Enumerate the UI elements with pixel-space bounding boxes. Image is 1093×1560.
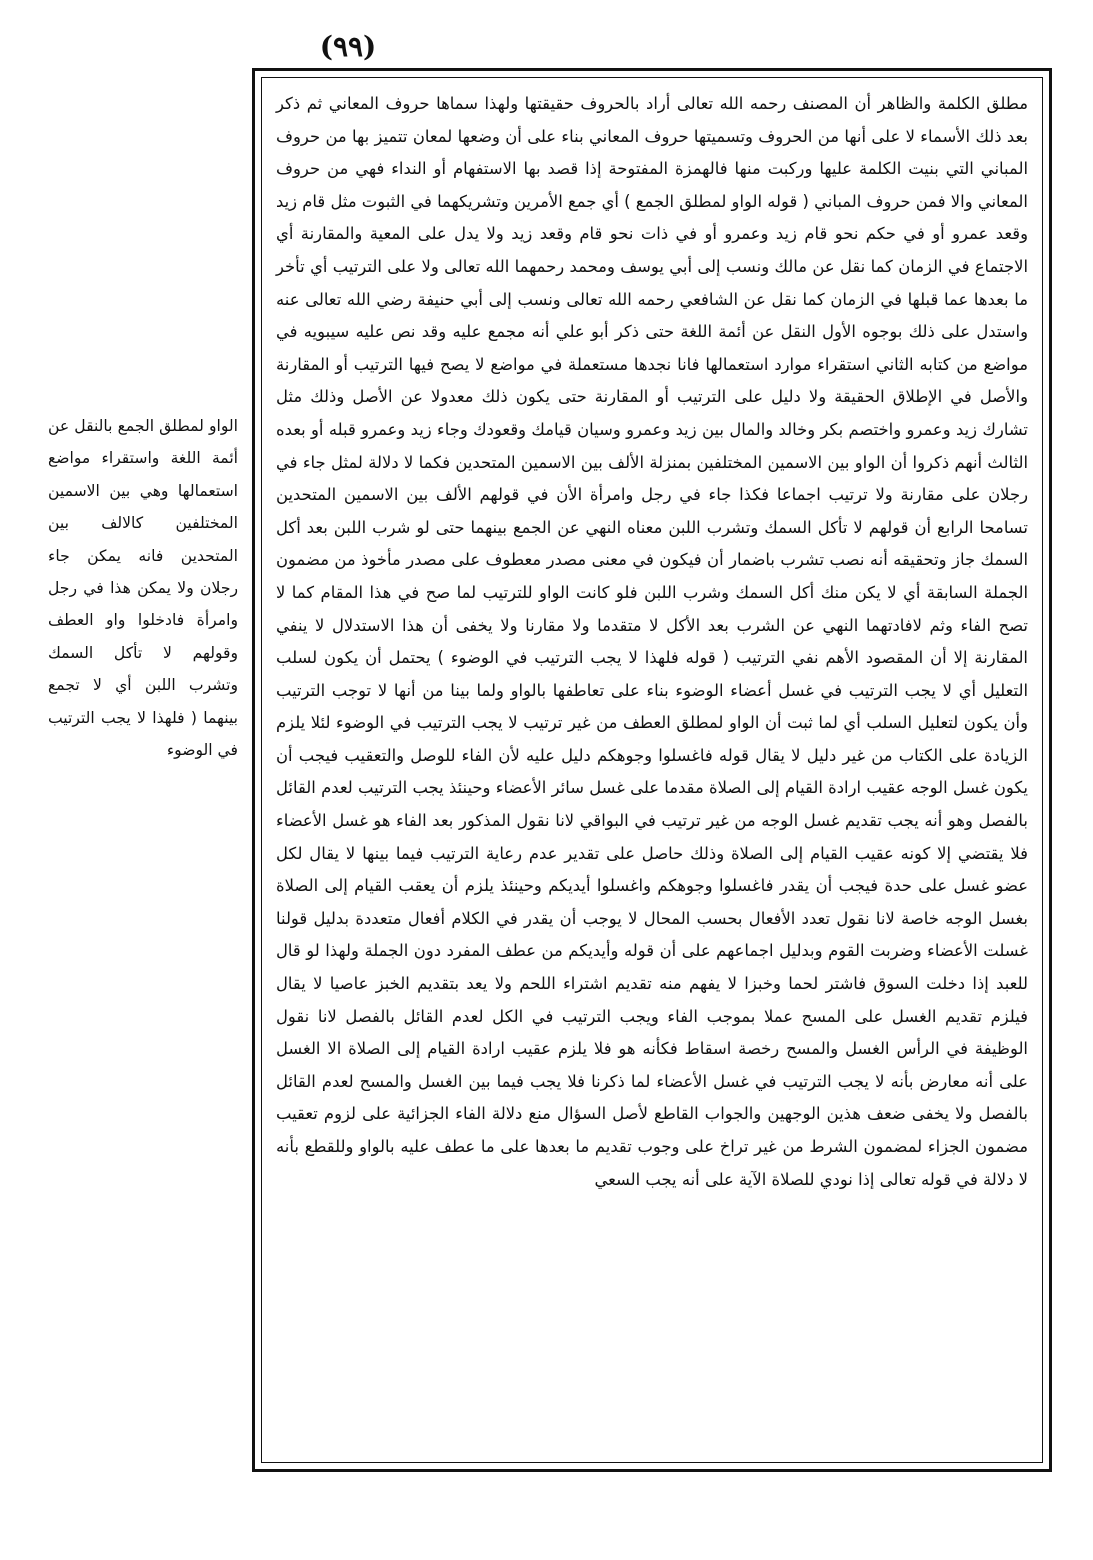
page-number: (٩٩) <box>319 30 377 63</box>
margin-note: الواو لمطلق الجمع بالنقل عن أئمة اللغة واستقراء مواضع استعمالها وهي بين الاسمين المختلفين كالالف بين المتحدين فانه يمكن جاء رجلان ولا يمكن هذا في رجل وامرأة فادخلوا واو العطف وقولهم لا تأكل السمك وتشرب اللبن أي لا تجمع بينهما ( فلهذا لا يجب الترتيب في الوضوء <box>48 417 238 760</box>
text-frame-inner <box>261 77 1043 1463</box>
main-text-block <box>276 88 1028 1452</box>
text-frame <box>252 68 1052 1472</box>
main-text: مطلق الكلمة والظاهر أن المصنف رحمه الله تعالى أراد بالحروف حقيقتها ولهذا سماها حروف المعاني ثم ذكر بعد ذلك الأسماء لا على أنها من الحروف وتسميتها حروف المعاني بناء على أن وضعها لمعان تتميز بها من حروف المباني التي بنيت الكلمة عليها وركبت منها فالهمزة المفتوحة إذا قصد بها الاستفهام أو النداء فهي من حروف المعاني والا فمن حروف المباني ( قوله الواو لمطلق الجمع ) أي جمع الأمرين وتشريكهما في الثبوت مثل قام زيد وقعد عمرو أو في حكم نحو قام زيد وعمرو أو في ذات نحو قام وقعد زيد ولا يدل على المعية والمقارنة أي الاجتماع في الزمان كما نقل عن مالك ونسب إلى أبي يوسف ومحمد رحمهما الله تعالى ولا على الترتيب أي تأخر ما بعدها عما قبلها في الزمان كما نقل عن الشافعي رحمه الله تعالى ونسب إلى أبي حنيفة رضي الله تعالى عنه واستدل على ذلك بوجوه الأول النقل عن أئمة اللغة حتى ذكر أبو علي أنه مجمع عليه وقد نص عليه سيبويه في مواضع من كتابه الثاني استقراء موارد استعمالها فانا نجدها مستعملة في مواضع لا يصح فيها الترتيب أو المقارنة والأصل في الإطلاق الحقيقة ولا دليل على الترتيب أو المقارنة حتى يكون ذلك معدولا عن الأصل وذلك مثل تشارك زيد وعمرو واختصم بكر وخالد والمال بين زيد وعمرو وسيان قيامك وقعودك وجاء زيد وعمرو قبله أو بعده الثالث أنهم ذكروا أن الواو بين الاسمين المختلفين بمنزلة الألف بين الاسمين المتحدين فكما لا دلالة لمثل جاء في رجلان على مقارنة ولا ترتيب اجماعا فكذا جاء في رجل وامرأة الأن في قولهم الألف بين الاسمين المتحدين تسامحا الرابع أن قولهم لا تأكل السمك وتشرب اللبن معناه النهي عن الجمع بينهما حتى لو شرب اللبن بعد أكل السمك جاز وتحقيقه أنه نصب تشرب باضمار أن فيكون في معنى مصدر معطوف على مصدر مأخوذ من مضمون الجملة السابقة أي لا يكن منك أكل السمك وشرب اللبن فلو كانت الواو للترتيب لما صح في هذا المقام كما لا تصح الفاء وثم لافادتهما النهي عن الشرب بعد الأكل لا متقدما ولا مقارنا ولا يخفى أن هذا الاستدلال لا ينفي المقارنة إلا أن المقصود الأهم نفي الترتيب ( قوله فلهذا لا يجب الترتيب في الوضوء ) يحتمل أن يكون لسلب التعليل أي لا يجب الترتيب في غسل أعضاء الوضوء بناء على تعاطفها بالواو ولما بينا من أنها لا توجب الترتيب وأن يكون لتعليل السلب أي لما ثبت أن الواو لمطلق العطف من غير ترتيب لا يجب الترتيب في الوضوء لئلا يلزم الزيادة على الكتاب من غير دليل لا يقال قوله فاغسلوا وجوهكم دليل عليه لأن الفاء للوصل والتعقيب فيجب أن يكون غسل الوجه عقيب ارادة القيام إلى الصلاة مقدما على غسل سائر الأعضاء وحينئذ يجب الترتيب لعدم القائل بالفصل وهو أنه يجب تقديم غسل الوجه من غير ترتيب في البواقي لانا نقول المذكور بعد الفاء هو غسل الأعضاء فلا يقتضي إلا كونه عقيب القيام إلى الصلاة وذلك حاصل على تقدير عدم رعاية الترتيب فيما بينها لا يقال لكل عضو غسل على حدة فيجب أن يقدر فاغسلوا وجوهكم واغسلوا أيديكم وحينئذ يلزم أن يعقب القيام إلى الصلاة بغسل الوجه خاصة لانا نقول تعدد الأفعال بحسب المحال لا يوجب أن يقدر في الكلام أفعال متعددة بدليل قولنا غسلت الأعضاء وضربت القوم وبدليل اجماعهم على أن قوله وأيديكم من عطف المفرد دون الجملة ولهذا لو قال للعبد إذا دخلت السوق فاشتر لحما وخبزا لا يفهم منه تقديم اشتراء اللحم ولا يعد بتقديم الخبز عاصيا لا يقال فيلزم تقديم الغسل على المسح عملا بموجب الفاء ويجب الترتيب في الكل لعدم القائل بالفصل لانا نقول الوظيفة في الرأس الغسل والمسح رخصة اسقاط فكأنه هو فلا يلزم عقيب ارادة القيام إلى الصلاة الا الغسل على أنه معارض بأنه لا يجب الترتيب في غسل الأعضاء لما ذكرنا فلا يجب فيما بين الغسل والمسح لعدم القائل بالفصل ولا يخفى ضعف هذين الوجهين والجواب القاطع لأصل السؤال منع دلالة الفاء الجزائية على لزوم تعقيب مضمون الجزاء لمضمون الشرط من غير تراخ على وجوب تقديم ما بعدها على ما عطف عليه بالواو وللقطع بأنه لا دلالة في قوله تعالى إذا نودي للصلاة الآية على أنه يجب السعي <box>275 94 1028 1189</box>
